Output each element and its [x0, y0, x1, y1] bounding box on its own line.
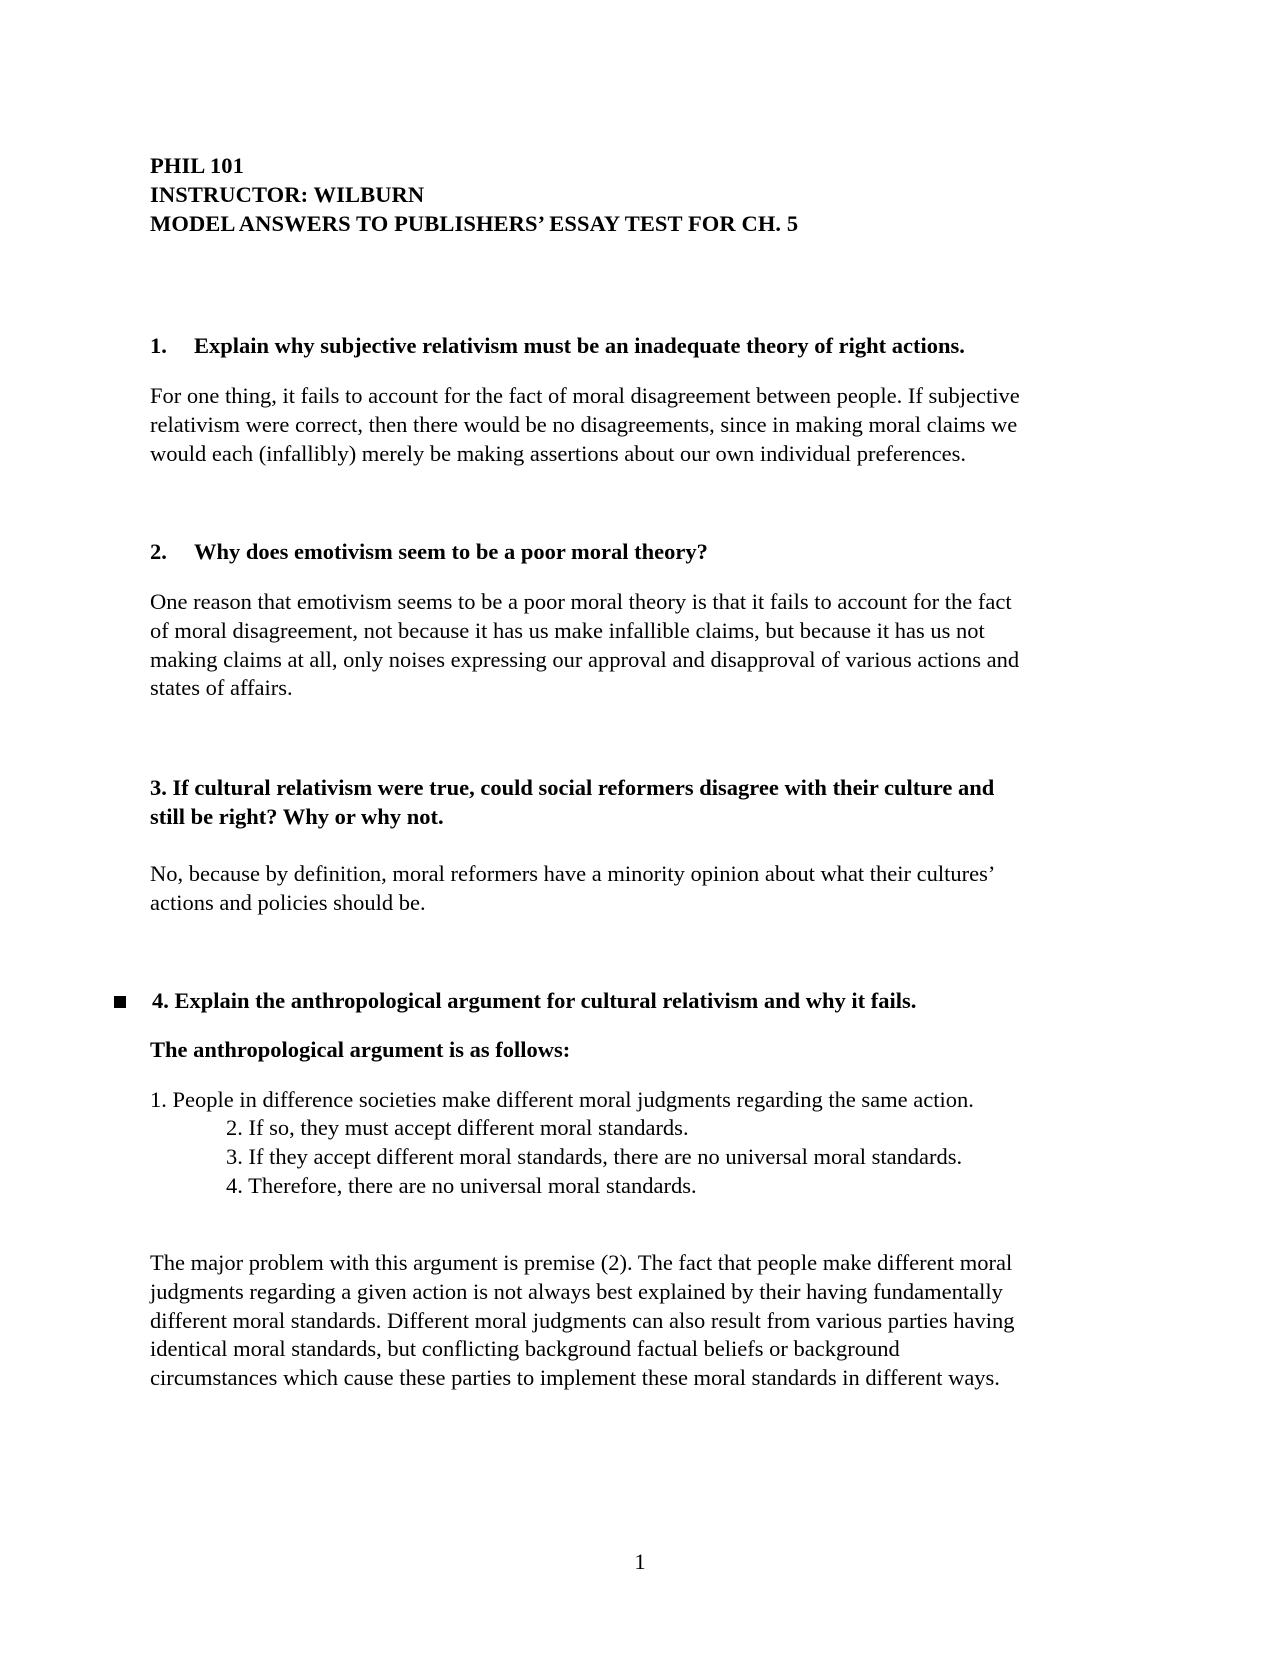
answer-3-line: No, because by definition, moral reformers have a minority opinion about what their cultures’ [150, 861, 996, 886]
answer-4-line: different moral standards. Different moral judgments can also result from various parties having [150, 1307, 1015, 1333]
answer-4-line: judgments regarding a given action is not always best explained by their having fundamentally [150, 1278, 1003, 1304]
question-2-number: 2. [150, 539, 167, 564]
premise-4: 4. Therefore, there are no universal moral standards. [226, 1173, 697, 1198]
course-code: PHIL 101 [150, 153, 244, 178]
question-3-line: still be right? Why or why not. [150, 803, 444, 829]
document-title: MODEL ANSWERS TO PUBLISHERS’ ESSAY TEST FOR CH. 5 [150, 210, 799, 236]
question-1-number: 1. [150, 333, 167, 358]
answer-1-line: relativism were correct, then there would be no disagreements, since in making moral claims we [150, 411, 1018, 437]
answer-2-line: making claims at all, only noises expressing our approval and disapproval of various actions and [150, 646, 1020, 672]
argument-heading: The anthropological argument is as follows: [150, 1037, 571, 1062]
question-1 [150, 332, 965, 361]
question-4: 4. Explain the anthropological argument for cultural relativism and why it fails. [152, 988, 917, 1013]
question-1-text: Explain why subjective relativism must be an inadequate theory of right actions. [194, 333, 965, 358]
question-2-text: Why does emotivism seem to be a poor moral theory? [194, 539, 708, 564]
answer-3 [150, 860, 1150, 918]
premise-3: 3. If they accept different moral standards, there are no universal moral standards. [226, 1144, 963, 1169]
answer-2-line: of moral disagreement, not because it has us make infallible claims, but because it has us not [150, 617, 985, 643]
answer-1 [150, 382, 1150, 468]
answer-4 [150, 1249, 1150, 1393]
answer-2-line: states of affairs. [150, 675, 293, 701]
answer-4-line: identical moral standards, but conflicting background factual beliefs or background [150, 1336, 900, 1362]
instructor-line: INSTRUCTOR: WILBURN [150, 181, 425, 207]
answer-2-line: One reason that emotivism seems to be a poor moral theory is that it fails to account for the fact [150, 589, 1012, 614]
answer-4-line: circumstances which cause these parties to implement these moral standards in different ways. [150, 1365, 1000, 1391]
premise-2: 2. If so, they must accept different moral standards. [226, 1115, 689, 1140]
document-header [150, 152, 798, 238]
answer-2 [150, 588, 1150, 703]
question-3 [150, 774, 1150, 832]
question-2 [150, 538, 708, 567]
answer-4-line: The major problem with this argument is premise (2). The fact that people make different moral [150, 1250, 1013, 1275]
page-number: 1 [634, 1549, 646, 1574]
answer-1-line: For one thing, it fails to account for the fact of moral disagreement between people. If subjective [150, 383, 1020, 408]
question-3-line: 3. If cultural relativism were true, could social reformers disagree with their culture and [150, 775, 995, 800]
answer-3-line: actions and policies should be. [150, 889, 426, 915]
answer-1-line: would each (infallibly) merely be making assertions about our own individual preferences. [150, 440, 966, 466]
bullet-marker [114, 996, 126, 1008]
premise-1: 1. People in difference societies make different moral judgments regarding the same action. [150, 1087, 974, 1112]
